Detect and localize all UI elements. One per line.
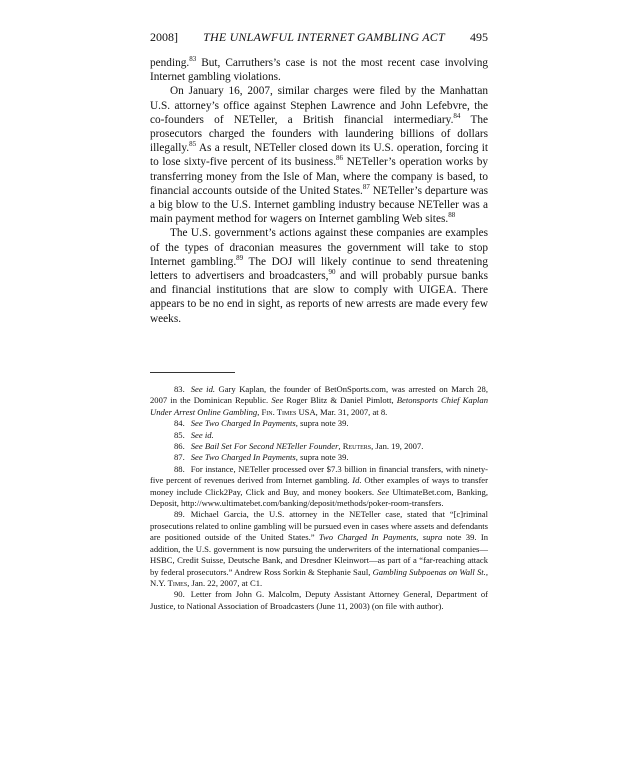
- footnote-90: [150, 589, 488, 612]
- article-title: Gambling Subpoenas on Wall St.: [372, 566, 486, 577]
- article-title: Two Charged In Payments: [318, 532, 417, 543]
- text-run: ,: [485, 566, 488, 577]
- text-run: ,: [257, 406, 262, 417]
- paragraph-2: [150, 84, 488, 226]
- text-run: , supra note 39.: [295, 452, 349, 463]
- text-run: pending.: [150, 57, 190, 69]
- text-run: , Jan. 19, 2007.: [371, 441, 424, 452]
- text-run: UltimateBet.com, Banking, Deposit, http://www.ultimatebet.com/banking/deposit/methods/poker-room-transfers.: [150, 486, 488, 509]
- footnote-ref[interactable]: 87: [362, 183, 370, 192]
- footnotes: [150, 384, 488, 612]
- signal: See id.: [190, 429, 214, 440]
- text-run: The DOJ will likely continue to send threatening letters to advertisers and broadcasters,: [150, 255, 488, 283]
- text-run: But, Carruthers’s case is not the most recent case involving Internet gambling violations.: [150, 57, 488, 84]
- paragraph-3: [150, 226, 488, 325]
- text-run: USA, Mar. 31, 2007, at 8.: [296, 406, 388, 417]
- footnote-ref[interactable]: 88: [448, 211, 456, 220]
- article-title: See Two Charged In Payments: [190, 452, 296, 463]
- signal: See: [377, 486, 390, 497]
- footnote-83: [150, 384, 488, 418]
- footnote-85: [150, 430, 488, 441]
- text-run: The U.S. government’s actions against these companies are examples of the types of draconian measures the government will take to stop Internet gambling.: [150, 227, 488, 268]
- footnote-ref[interactable]: 85: [189, 140, 197, 149]
- footnote-ref[interactable]: 84: [453, 112, 461, 121]
- article-title: Betonsports Chief Kaplan Under Arrest Online Gambling: [150, 395, 488, 417]
- signal: See id.: [190, 384, 216, 394]
- footnote-87: [150, 452, 488, 463]
- text-run: As a result, NETeller closed down its U.S. operation, forcing it to lose sixty-five percent of its business.: [150, 142, 488, 169]
- text-run: On January 16, 2007, similar charges were filed by the Manhattan U.S. attorney’s office against Stephen Lawrence and John Lefebvre, the co-founders of NETeller, a British financial intermediary.: [150, 85, 488, 126]
- article-title: See Bail Set For Second NETeller Founder: [190, 441, 339, 452]
- text-run: NETeller’s departure was a big blow to the U.S. Internet gambling industry because NETeller was a main payment method for wagers on Internet gambling Web sites.: [150, 184, 488, 226]
- text-run: ,: [338, 441, 343, 452]
- footnote-number: 90.: [174, 589, 185, 600]
- publication: Reuters: [342, 441, 372, 452]
- text-run: note 39. In addition, the U.S. government is now pursuing the underwriters of the international companies—HSBC, Credit Suisse, Deutsche Bank, and Dresdner Kleinwort—as part of a “far-reaching attack by federal prosecutors.” Andrew Ross Sorkin & Stephanie Saul,: [150, 532, 488, 577]
- text-run: Letter from John G. Malcolm, Deputy Assistant Attorney General, Department of Justice, to National Association of Broadcasters (June 11, 2003) (on file with author).: [150, 589, 488, 611]
- text-run: Other examples of ways to transfer money include Click2Pay, Click and Buy, and money bookers.: [150, 475, 488, 497]
- footnote-ref[interactable]: 89: [236, 254, 244, 263]
- text-run: , supra note 39.: [295, 418, 349, 429]
- text-run: Gary Kaplan, the founder of BetOnSports.com, was arrested on March 28, 2007 in the Dominican Republic.: [150, 384, 488, 406]
- signal: See: [271, 395, 284, 406]
- header-title: THE UNLAWFUL INTERNET GAMBLING ACT: [203, 30, 445, 44]
- footnote-number: 85.: [174, 429, 185, 440]
- text-run: The prosecutors charged the founders with laundering billions of dollars illegally.: [150, 113, 489, 155]
- text-run: Michael Garcia, the U.S. attorney in the NETeller case, stated that “[c]riminal prosecutions related to online gambling will be pursued even in cases where assets and defendants are positioned outside of the United States.”: [150, 509, 488, 543]
- footnote-ref[interactable]: 90: [328, 268, 336, 277]
- footnote-number: 86.: [174, 441, 185, 452]
- text-run: , Jan. 22, 2007, at C1.: [187, 577, 263, 588]
- header-volume: 2008]: [150, 30, 178, 44]
- footnote-84: [150, 418, 488, 429]
- footnote-89: [150, 509, 488, 589]
- footnote-ref[interactable]: 83: [189, 55, 197, 64]
- text-run: ,: [416, 532, 423, 543]
- signal: supra: [422, 532, 443, 543]
- signal: Id.: [352, 475, 362, 486]
- footnote-88: [150, 464, 488, 510]
- footnote-number: 87.: [174, 452, 185, 463]
- footnote-number: 89.: [174, 509, 185, 520]
- text-run: Roger Blitz & Daniel Pimlott,: [283, 395, 397, 406]
- text-run: For instance, NETeller processed over $7.3 billion in financial transfers, with ninety-five percent of revenues derived from Internet gambling.: [150, 463, 488, 486]
- running-header: [150, 30, 488, 45]
- footnote-number: 83.: [174, 384, 185, 394]
- text-run: NETeller’s operation works by transferring money from the Isle of Man, where the company is based, to financial accounts outside of the United States.: [150, 156, 488, 197]
- publication: Fin. Times: [261, 406, 297, 417]
- footnote-number: 88.: [174, 463, 185, 474]
- paragraph-1: [150, 56, 488, 84]
- text-run: and will probably pursue banks and financial institutions that are slow to comply with UIGEA. There appears to be no end in sight, as reports of new arrests are made every few weeks.: [150, 270, 488, 325]
- article-title: See Two Charged In Payments: [190, 418, 296, 429]
- body-text: [150, 56, 488, 326]
- footnote-ref[interactable]: 86: [336, 154, 344, 163]
- footnote-divider: [150, 372, 235, 373]
- page-number: 495: [469, 30, 488, 44]
- footnote-86: [150, 441, 488, 452]
- publication: N.Y. Times: [150, 577, 188, 588]
- footnote-number: 84.: [174, 418, 185, 429]
